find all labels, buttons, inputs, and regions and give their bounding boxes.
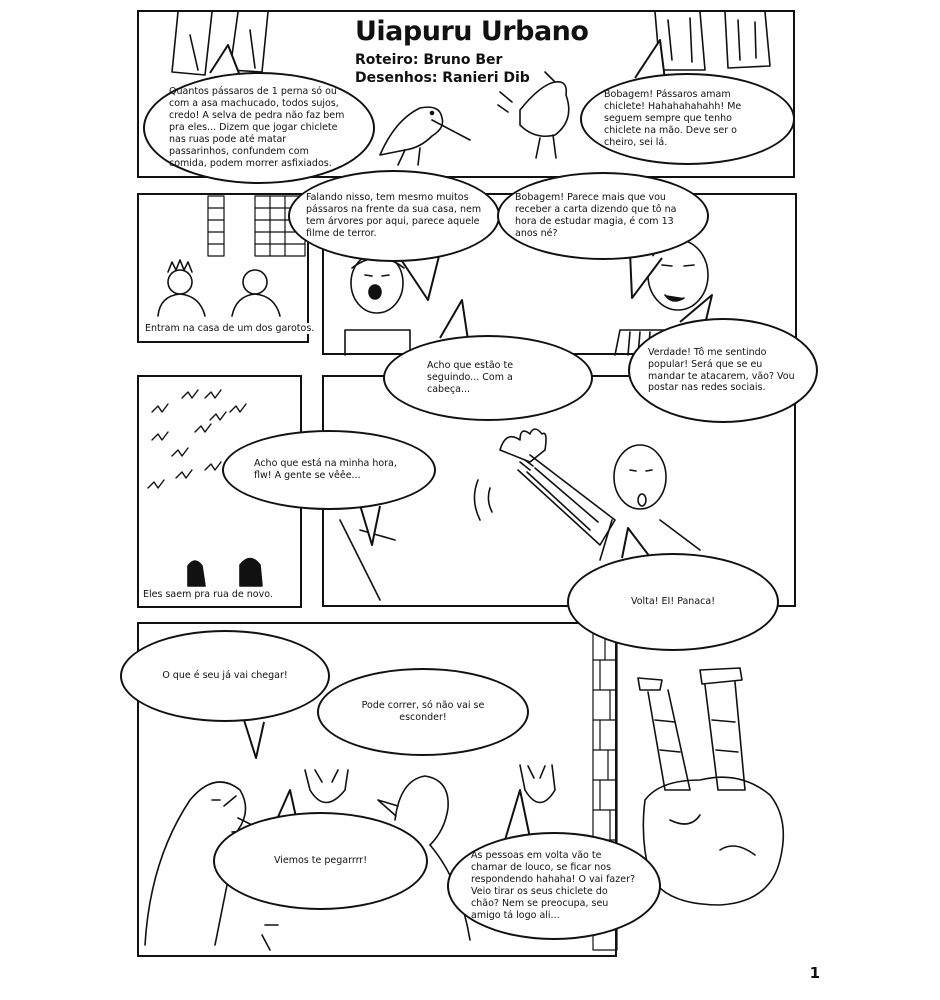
speech-bubble-1: [143, 72, 375, 184]
comic-title: Uiapuru Urbano: [355, 16, 589, 47]
panel-caption: Entram na casa de um dos garotos.: [145, 323, 315, 334]
speech-text: Bobagem! Pássaros amam chiclete! Hahahahahahh! Me seguem sempre que tenho chiclete na mão. Deve ser o cheiro, sei lá.: [604, 89, 742, 148]
speech-bubble-9: [120, 630, 330, 722]
speech-bubble-6: [628, 318, 818, 423]
panel-2a: [137, 193, 309, 343]
speech-bubble-2: [580, 73, 795, 165]
speech-bubble-4: [497, 172, 709, 260]
speech-text: Volta! EI! Panaca!: [630, 596, 716, 608]
speech-text: O que é seu já vai chegar!: [162, 670, 288, 682]
legs-in-rock: [638, 668, 783, 905]
speech-bubble-7: [222, 430, 436, 510]
panel-caption: Eles saem pra rua de novo.: [143, 589, 273, 600]
script-credit: Roteiro: Bruno Ber: [355, 52, 503, 68]
art-credit: Desenhos: Ranieri Dib: [355, 70, 530, 86]
speech-bubble-10: [317, 668, 529, 756]
speech-bubble-5: [383, 335, 593, 421]
speech-bubble-8: [567, 553, 779, 651]
speech-text: Verdade! Tô me sentindo popular! Será que se eu mandar te atacarem, vão? Vou postar nas redes sociais.: [648, 346, 795, 394]
speech-bubble-12: [447, 832, 661, 940]
speech-text: Acho que está na minha hora, flw! A gente se vêêe...: [254, 458, 397, 481]
speech-text: Pode correr, só não vai se esconder!: [361, 700, 485, 723]
speech-text: Bobagem! Parece mais que vou receber a carta dizendo que tô na hora de estudar magia, é com 13 anos né?: [515, 192, 677, 239]
speech-bubble-11: [213, 812, 428, 910]
speech-text: Falando nisso, tem mesmo muitos pássaros na frente da sua casa, nem tem árvores por aqui, parece aquele filme de terror.: [306, 192, 482, 239]
speech-bubble-3: [288, 170, 500, 262]
speech-text: Quantos pássaros de 1 perna só ou com a asa machucado, todos sujos, credo! A selva de pedra não faz bem pra eles... Dizem que jogar chiclete nas ruas pode até matar passarinhos, confundem com comida, podem morrer asfixiados.: [169, 86, 345, 169]
speech-text: Viemos te pegarrrr!: [273, 855, 368, 867]
speech-text: Acho que estão te seguindo... Com a cabeça...: [427, 360, 514, 395]
speech-text: As pessoas em volta vão te chamar de louco, se ficar nos respondendo hahaha! O vai fazer? Veio tirar os seus chiclete do chão? Nem se preocupa, seu amigo tá logo ali...: [471, 850, 636, 921]
page-number: 1: [809, 964, 820, 982]
